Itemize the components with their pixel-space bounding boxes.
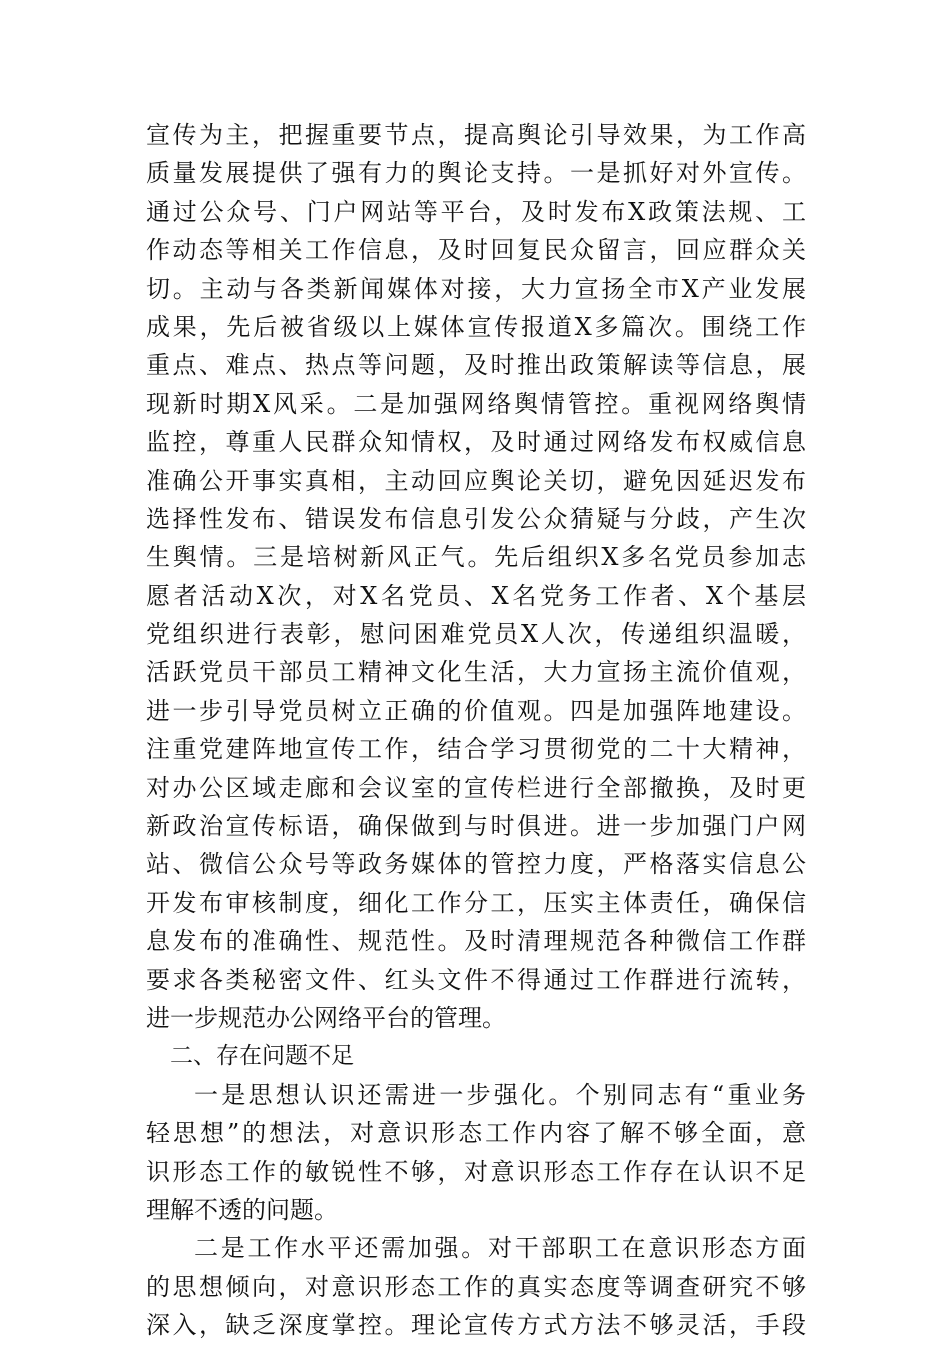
text-line: 宣传为主，把握重要节点，提高舆论引导效果，为工作高 <box>146 121 806 149</box>
text-line: 开发布审核制度，细化工作分工，压实主体责任，确保信 <box>146 888 806 917</box>
text-line: 注重党建阵地宣传工作，结合学习贯彻党的二十大精神， <box>146 735 806 764</box>
text-line: 对办公区域走廊和会议室的宣传栏进行全部撤换，及时更 <box>146 773 806 802</box>
text-line: 准确公开事实真相，主动回应舆论关切，避免因延迟发布 <box>146 466 806 495</box>
text-line: 的思想倾向，对意识形态工作的真实态度等调查研究不够 <box>146 1272 806 1301</box>
text-line: 进一步引导党员树立正确的价值观。四是加强阵地建设。 <box>146 696 806 725</box>
text-line: 息发布的准确性、规范性。及时清理规范各种微信工作群 <box>146 927 806 956</box>
text-line: 要求各类秘密文件、红头文件不得通过工作群进行流转， <box>146 965 806 994</box>
text-line: 党组织进行表彰，慰问困难党员X人次，传递组织温暖， <box>146 620 806 649</box>
text-line: 深入，缺乏深度掌控。理论宣传方式方法不够灵活，手段 <box>146 1311 806 1340</box>
text-line: 识形态工作的敏锐性不够，对意识形态工作存在认识不足 <box>146 1157 806 1186</box>
text-line: 一是思想认识还需进一步强化。个别同志有“重业务 <box>194 1080 806 1109</box>
text-line: 切。主动与各类新闻媒体对接，大力宣扬全市X产业发展 <box>146 274 806 303</box>
text-line: 理解不透的问题。 <box>146 1195 338 1224</box>
section-heading: 二、存在问题不足 <box>170 1043 354 1070</box>
document-body <box>146 116 806 1345</box>
text-line: 质量发展提供了强有力的舆论支持。一是抓好对外宣传。 <box>146 159 806 188</box>
text-line: 作动态等相关工作信息，及时回复民众留言，回应群众关 <box>146 236 806 265</box>
text-line: 轻思想”的想法，对意识形态工作内容了解不够全面，意 <box>146 1119 806 1148</box>
text-line: 现新时期X风采。二是加强网络舆情管控。重视网络舆情 <box>146 389 806 418</box>
problem-paragraph-1 <box>146 1076 806 1230</box>
text-line: 通过公众号、门户网站等平台，及时发布X政策法规、工 <box>146 197 806 226</box>
section1-paragraph <box>146 116 806 1037</box>
text-line: 进一步规范办公网络平台的管理。 <box>146 1003 506 1032</box>
text-line: 愿者活动X次，对X名党员、X名党务工作者、X个基层 <box>146 581 806 610</box>
problem-paragraph-2 <box>146 1229 806 1344</box>
text-line: 生舆情。三是培树新风正气。先后组织X多名党员参加志 <box>146 543 806 572</box>
text-line: 新政治宣传标语，确保做到与时俱进。进一步加强门户网 <box>146 812 806 841</box>
text-line: 站、微信公众号等政务媒体的管控力度，严格落实信息公 <box>146 850 806 879</box>
text-line: 成果，先后被省级以上媒体宣传报道X多篇次。围绕工作 <box>146 312 806 341</box>
text-line: 重点、难点、热点等问题，及时推出政策解读等信息，展 <box>146 351 806 380</box>
text-line: 二是工作水平还需加强。对干部职工在意识形态方面 <box>194 1234 806 1263</box>
text-line: 选择性发布、错误发布信息引发公众猜疑与分歧，产生次 <box>146 504 806 533</box>
text-line: 监控，尊重人民群众知情权，及时通过网络发布权威信息 <box>146 428 806 457</box>
text-line: 活跃党员干部员工精神文化生活，大力宣扬主流价值观， <box>146 658 806 687</box>
